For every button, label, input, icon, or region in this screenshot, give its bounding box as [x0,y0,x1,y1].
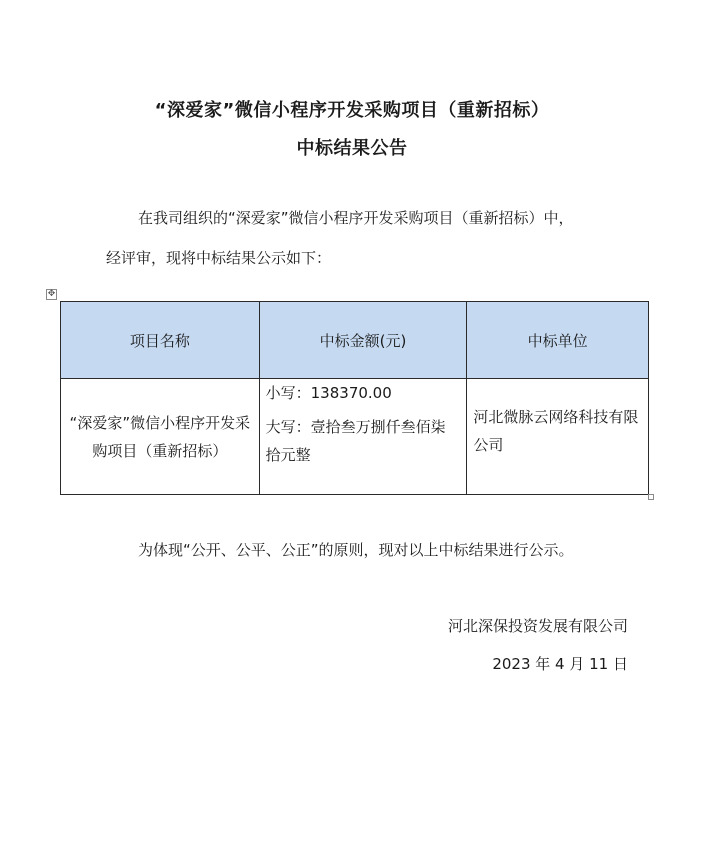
closing-paragraph: 为体现“公开、公平、公正”的原则，现对以上中标结果进行公示。 [138,541,574,559]
header-winner: 中标单位 [467,302,649,379]
announcement-subtitle: 中标结果公告 [296,138,408,159]
amount-uppercase: 大写：壹拾叁万捌仟叁佰柒拾元整 [265,418,446,464]
cell-project-name: “深爱家”微信小程序开发采购项目（重新招标） [61,379,260,495]
result-table [60,301,649,495]
cell-winner: 河北微脉云网络科技有限公司 [467,379,649,495]
header-amount: 中标金额(元) [259,302,467,379]
intro-paragraph-line-1: 在我司组织的“深爱家”微信小程序开发采购项目（重新招标）中， [138,209,574,227]
header-project-name: 项目名称 [61,302,260,379]
cell-amount [259,379,467,495]
resize-square-icon[interactable] [648,494,654,500]
table-header-row [61,302,649,379]
signature-date: 2023 年 4 月 11 日 [492,655,628,673]
announcement-title: “深爱家”微信小程序开发采购项目（重新招标） [154,100,550,121]
table-row [61,379,649,495]
intro-paragraph-line-2: 经评审，现将中标结果公示如下： [106,249,332,267]
amount-lowercase: 小写：138370.00 [265,384,392,402]
signature-company: 河北深保投资发展有限公司 [447,617,628,635]
move-cross-icon[interactable]: ✥ [47,289,56,299]
